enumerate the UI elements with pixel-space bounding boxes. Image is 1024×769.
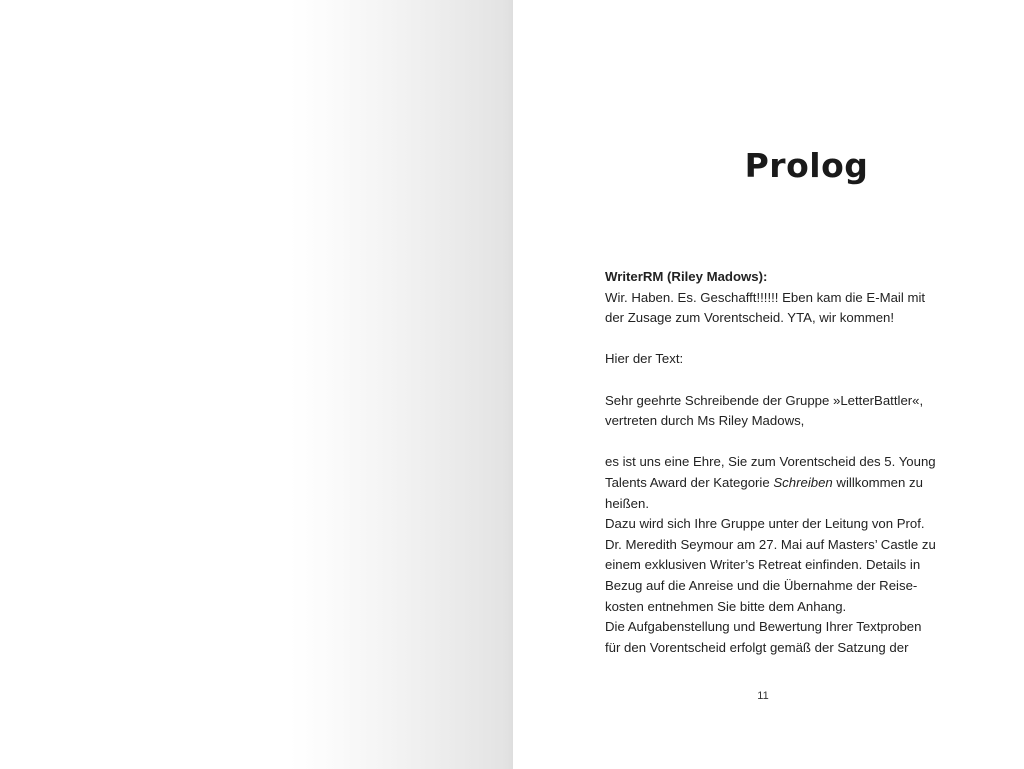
text-line: Dazu wird sich Ihre Gruppe unter der Leitung von Prof. — [605, 516, 925, 532]
blank-line — [605, 370, 935, 391]
text-line-with-italic — [605, 473, 935, 494]
text-segment: willkommen zu — [832, 474, 923, 490]
text-segment: Talents Award der Kategorie — [605, 474, 774, 490]
right-page — [513, 0, 1024, 769]
text-line: einem exklusiven Writer’s Retreat einfinden. Details in — [605, 557, 921, 573]
text-line: der Zusage zum Vorentscheid. YTA, wir kommen! — [605, 310, 895, 326]
text-line: kosten entnehmen Sie bitte dem Anhang. — [605, 598, 847, 614]
chapter-title: Prolog — [744, 146, 869, 185]
text-line: Sehr geehrte Schreibende der Gruppe »LetterBattler«, — [605, 392, 924, 408]
italic-category: Schreiben — [773, 474, 833, 490]
text-line: Hier der Text: — [605, 351, 684, 367]
page-number: 11 — [757, 690, 769, 702]
text-line: Bezug auf die Anreise und die Übernahme der Reise- — [605, 577, 918, 593]
blank-line — [605, 432, 935, 453]
text-line: Dr. Meredith Seymour am 27. Mai auf Masters’ Castle zu — [605, 536, 936, 552]
blank-line — [605, 329, 935, 350]
text-line: heißen. — [605, 495, 649, 511]
text-line: für den Vorentscheid erfolgt gemäß der Satzung der — [605, 639, 909, 655]
text-line: vertreten durch Ms Riley Madows, — [605, 413, 805, 429]
text-line: Wir. Haben. Es. Geschafft!!!!!! Eben kam die E-Mail mit — [605, 289, 926, 305]
body-text — [605, 267, 935, 658]
text-line: es ist uns eine Ehre, Sie zum Vorentscheid des 5. Young — [605, 454, 936, 470]
speaker-name: WriterRM (Riley Madows): — [605, 269, 768, 284]
text-line: Die Aufgabenstellung und Bewertung Ihrer Textproben — [605, 619, 922, 635]
